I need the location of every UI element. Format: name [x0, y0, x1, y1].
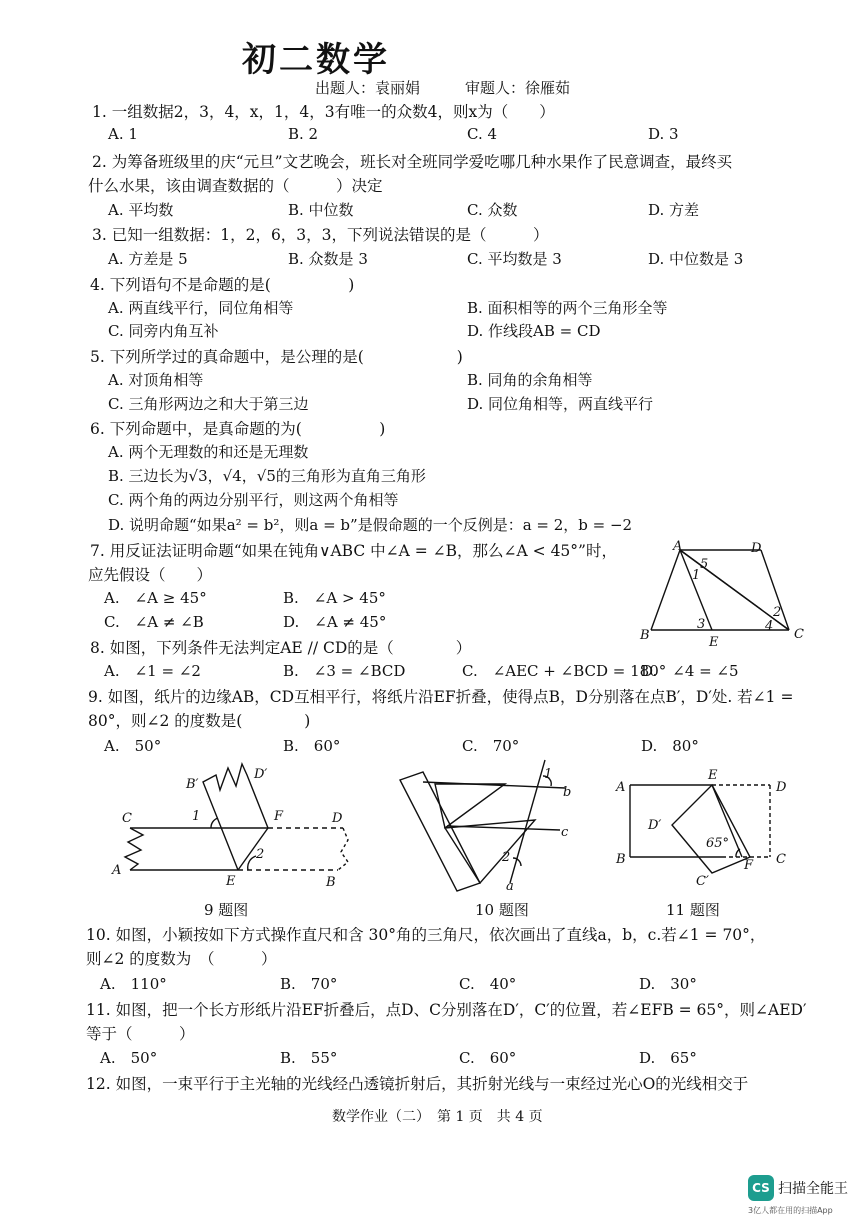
q10-option-a: A. 110°	[100, 975, 167, 993]
question-11-line2: 等于（ ）	[86, 1025, 195, 1043]
fig11-label-c: C	[776, 852, 786, 867]
figure-q8	[637, 539, 807, 650]
q4-option-a: A. 两直线平行，同位角相等	[108, 299, 294, 317]
question-5: 5. 下列所学过的真命题中，是公理的是( )	[90, 348, 463, 366]
fig9-angle-1: 1	[192, 809, 201, 824]
fig8-angle-1: 1	[692, 568, 701, 583]
question-2-line2: 什么水果，该由调查数据的（ ）决定	[88, 177, 383, 195]
page-title: 初二数学	[242, 40, 390, 80]
question-9: 9. 如图，纸片的边缘AB，CD互相平行，将纸片沿EF折叠，使得点B，D分别落在点B′，D′处. 若∠1 =	[88, 688, 794, 706]
q9-option-b: B. 60°	[283, 737, 341, 755]
fig11-label-d1: D′	[648, 818, 662, 833]
fig11-label-c1: C′	[696, 874, 709, 889]
q6-option-a: A. 两个无理数的和还是无理数	[108, 443, 309, 461]
fig10-angle-2: 2	[502, 850, 511, 865]
question-6: 6. 下列命题中，是真命题的为( )	[90, 420, 386, 438]
q9-option-a: A. 50°	[104, 737, 162, 755]
fig8-label-a: A	[673, 539, 683, 554]
q2-option-b: B. 中位数	[288, 201, 354, 219]
fig9-label-d: D	[332, 811, 343, 826]
question-3: 3. 已知一组数据：1，2，6，3，3，下列说法错误的是（ ）	[92, 226, 549, 244]
q10-option-b: B. 70°	[280, 975, 338, 993]
q6-option-d: D. 说明命题“如果a² = b²，则a = b”是假命题的一个反例是：a = 2，b = −2	[108, 516, 633, 534]
q4-option-d: D. 作线段AB = CD	[467, 322, 601, 340]
q1-option-b: B. 2	[288, 125, 319, 143]
fig8-angle-5: 5	[700, 557, 709, 572]
scanner-logo-icon: CS	[748, 1175, 774, 1201]
question-10-line2: 则∠2 的度数为 （ ）	[86, 950, 277, 968]
q7-option-c: C. ∠A ≠ ∠B	[104, 613, 204, 631]
q9-option-c: C. 70°	[462, 737, 520, 755]
authors-line: 出题人：袁丽娟 审题人：徐雁茹	[315, 79, 571, 97]
q8-option-b: B. ∠3 = ∠BCD	[283, 662, 406, 680]
fig11-angle-65: 65°	[706, 836, 730, 851]
question-8: 8. 如图，下列条件无法判定AE // CD的是（ ）	[90, 639, 472, 657]
fig8-label-c: C	[794, 627, 804, 642]
fig10-label-a: a	[506, 879, 514, 894]
q11-option-b: B. 55°	[280, 1049, 338, 1067]
q2-option-d: D. 方差	[648, 201, 700, 219]
fig9-caption: 9 题图	[204, 901, 249, 919]
fig9-label-c: C	[122, 811, 132, 826]
q8-option-c: C. ∠AEC + ∠BCD = 180°	[462, 662, 667, 680]
fig11-label-a: A	[616, 780, 626, 795]
fig11-caption: 11 题图	[666, 901, 720, 919]
question-2: 2. 为筹备班级里的庆“元旦”文艺晚会，班长对全班同学爱吃哪几种水果作了民意调查，最终买	[92, 153, 733, 171]
q9-option-d: D. 80°	[641, 737, 699, 755]
fig9-label-b1: B′	[186, 777, 199, 792]
q10-option-c: C. 40°	[459, 975, 517, 993]
fig9-label-a: A	[112, 863, 122, 878]
fig9-label-b: B	[326, 875, 336, 890]
fig11-label-b: B	[616, 852, 626, 867]
q6-option-c: C. 两个角的两边分别平行，则这两个角相等	[108, 491, 399, 509]
question-10: 10. 如图，小颖按如下方式操作直尺和含 30°角的三角尺，依次画出了直线a，b，c.若∠1 = 70°，	[86, 926, 766, 944]
fig8-label-e: E	[709, 635, 719, 650]
q3-option-c: C. 平均数是 3	[467, 250, 562, 268]
fig9-label-f: F	[274, 809, 284, 824]
q2-option-c: C. 众数	[467, 201, 518, 219]
fig11-label-d: D	[776, 780, 787, 795]
q7-option-b: B. ∠A > 45°	[283, 589, 386, 607]
fig10-angle-1: 1	[544, 767, 553, 782]
fig8-angle-4: 4	[765, 619, 774, 634]
fig9-angle-2: 2	[256, 847, 265, 862]
question-1: 1. 一组数据2，3，4，x，1，4，3有唯一的众数4，则x为（ ）	[92, 103, 555, 121]
q3-option-b: B. 众数是 3	[288, 250, 368, 268]
q4-option-b: B. 面积相等的两个三角形全等	[467, 299, 668, 317]
q8-option-d: D. ∠4 = ∠5	[641, 662, 739, 680]
question-4: 4. 下列语句不是命题的是( )	[90, 276, 355, 294]
fig11-label-f: F	[744, 858, 754, 873]
q8-option-a: A. ∠1 = ∠2	[104, 662, 201, 680]
q4-option-c: C. 同旁内角互补	[108, 322, 219, 340]
fig10-label-b: b	[563, 785, 572, 800]
q10-option-d: D. 30°	[639, 975, 697, 993]
question-7-line2: 应先假设（ ）	[88, 566, 213, 584]
fig9-label-d1: D′	[254, 767, 268, 782]
q1-option-c: C. 4	[467, 125, 498, 143]
q5-option-c: C. 三角形两边之和大于第三边	[108, 395, 309, 413]
question-7: 7. 用反证法证明命题“如果在钝角∨ABC 中∠A = ∠B，那么∠A < 45°”时，	[90, 542, 617, 560]
q6-option-b: B. 三边长为√3，√4，√5的三角形为直角三角形	[108, 467, 426, 485]
question-11: 11. 如图，把一个长方形纸片沿EF折叠后，点D、C分别落在D′，C′的位置，若∠EFB = 65°，则∠AED′	[86, 1001, 807, 1019]
q7-option-d: D. ∠A ≠ 45°	[283, 613, 387, 631]
question-12: 12. 如图，一束平行于主光轴的光线经凸透镜折射后，其折射光线与一束经过光心O的光线相交于	[86, 1075, 749, 1093]
q2-option-a: A. 平均数	[108, 201, 174, 219]
page-footer: 数学作业（二） 第 1 页 共 4 页	[332, 1109, 543, 1125]
fig8-label-d: D	[751, 541, 762, 556]
scanner-subtitle: 3亿人都在用的扫描App	[748, 1206, 833, 1215]
fig11-label-e: E	[708, 768, 718, 783]
q1-option-d: D. 3	[648, 125, 679, 143]
q3-option-d: D. 中位数是 3	[648, 250, 744, 268]
fig8-label-b: B	[640, 628, 650, 643]
question-9-line2: 80°，则∠2 的度数是( )	[88, 712, 311, 730]
scanner-name: 扫描全能王	[778, 1181, 848, 1197]
fig8-angle-2: 2	[773, 605, 782, 620]
q11-option-c: C. 60°	[459, 1049, 517, 1067]
q11-option-d: D. 65°	[639, 1049, 697, 1067]
q3-option-a: A. 方差是 5	[108, 250, 188, 268]
q1-option-a: A. 1	[108, 125, 138, 143]
fig8-angle-3: 3	[697, 617, 706, 632]
figure-10	[395, 758, 595, 893]
q5-option-b: B. 同角的余角相等	[467, 371, 593, 389]
q7-option-a: A. ∠A ≥ 45°	[104, 589, 207, 607]
q5-option-d: D. 同位角相等，两直线平行	[467, 395, 654, 413]
fig9-label-e: E	[226, 874, 236, 889]
fig10-label-c: c	[561, 825, 569, 840]
figure-9	[108, 760, 368, 890]
fig10-caption: 10 题图	[475, 901, 529, 919]
q5-option-a: A. 对顶角相等	[108, 371, 204, 389]
figure-11	[612, 765, 812, 889]
q11-option-a: A. 50°	[100, 1049, 158, 1067]
